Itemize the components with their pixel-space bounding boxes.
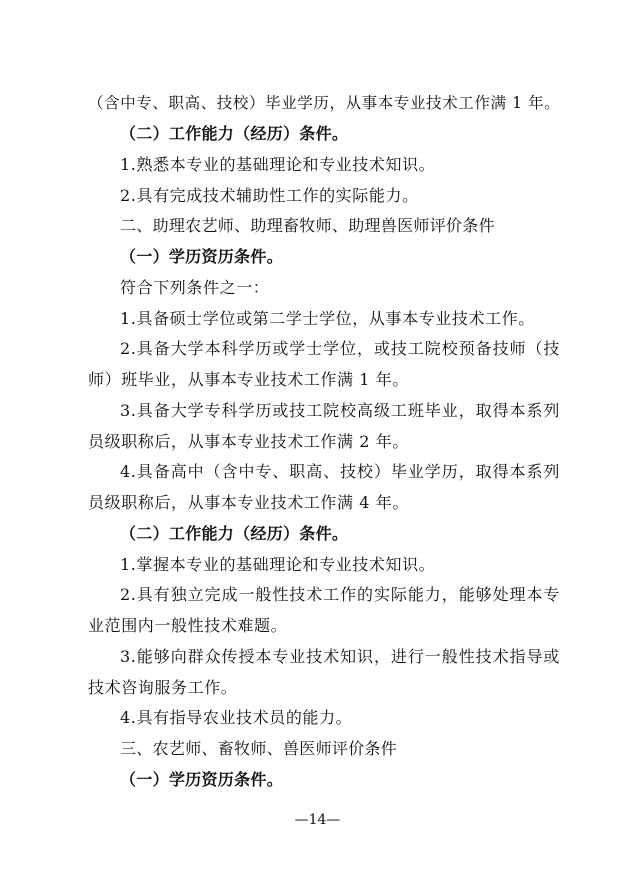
body-text-line: 1.掌握本专业的基础理论和专业技术知识。 [120, 555, 436, 574]
body-text-line: 业范围内一般性技术难题。 [88, 616, 288, 635]
body-text-line: 2.具备大学本科学历或学士学位，或技工院校预备技师（技 [120, 339, 560, 358]
section-heading: 二、助理农艺师、助理畜牧师、助理兽医师评价条件 [120, 216, 495, 235]
body-text-line: 2.具有独立完成一般性技术工作的实际能力，能够处理本专 [120, 585, 560, 604]
section-heading: 三、农艺师、畜牧师、兽医师评价条件 [120, 739, 398, 758]
subsection-heading: （一）学历资历条件。 [120, 247, 284, 266]
body-text-line: 1.具备硕士学位或第二学士学位，从事本专业技术工作。 [120, 309, 535, 328]
body-text-line: 3.具备大学专科学历或技工院校高级工班毕业，取得本系列 [120, 401, 560, 420]
body-text-line: 3.能够向群众传授本专业技术知识，进行一般性技术指导或 [120, 647, 560, 666]
subsection-heading: （二）工作能力（经历）条件。 [120, 124, 349, 143]
subsection-heading: （二）工作能力（经历）条件。 [120, 524, 349, 543]
page-number: —14— [294, 812, 341, 828]
body-text-line: 4.具备高中（含中专、职高、技校）毕业学历，取得本系列 [120, 462, 560, 481]
body-text-line: （含中专、职高、技校）毕业学历，从事本专业技术工作满 1 年。 [88, 94, 561, 112]
body-text-line: 4.具有指导农业技术员的能力。 [120, 708, 353, 727]
body-text-line: 员级职称后，从事本专业技术工作满 2 年。 [88, 432, 409, 451]
body-text-line: 员级职称后，从事本专业技术工作满 4 年。 [88, 493, 409, 512]
subsection-heading: （一）学历资历条件。 [120, 770, 284, 789]
body-text-line: 技术咨询服务工作。 [88, 678, 238, 697]
body-text-line: 师）班毕业，从事本专业技术工作满 1 年。 [88, 370, 409, 389]
body-text-line: 1.熟悉本专业的基础理论和专业技术知识。 [120, 155, 436, 174]
body-text-line: 2.具有完成技术辅助性工作的实际能力。 [120, 186, 419, 205]
body-text-line: 符合下列条件之一： [120, 278, 270, 297]
